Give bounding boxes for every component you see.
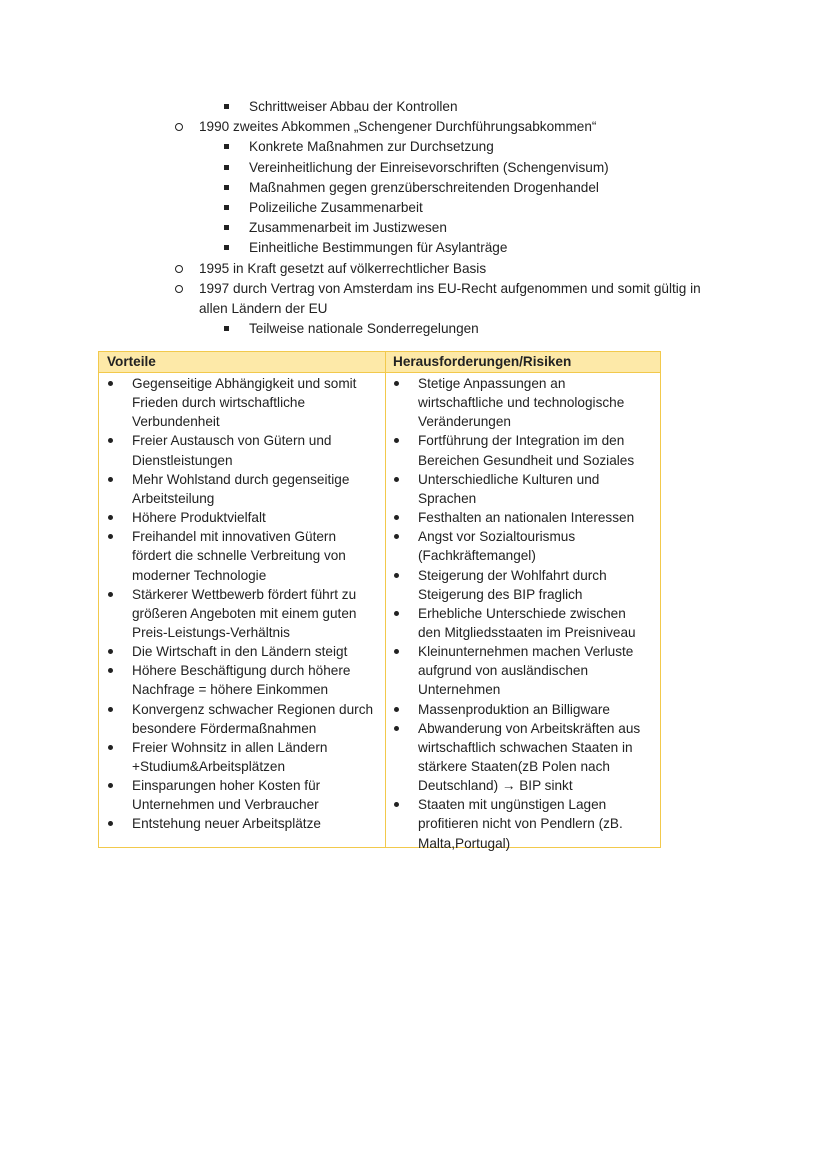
bullet-dot-icon — [394, 477, 399, 482]
bullet-dot-icon — [108, 477, 113, 482]
risiko-line: aufgrund von ausländischen — [418, 663, 589, 679]
bullet-dot-icon — [394, 573, 399, 578]
vorteil-line: Die Wirtschaft in den Ländern steigt — [132, 644, 348, 660]
square-bullet-icon — [224, 165, 229, 170]
risiko-line: Steigerung des BIP fraglich — [418, 586, 583, 602]
outline-item: Schrittweiser Abbau der Kontrollen — [249, 99, 458, 114]
bullet-dot-icon — [108, 515, 113, 520]
risiko-line: Abwanderung von Arbeitskräften aus — [418, 720, 641, 736]
circle-bullet-icon — [175, 123, 183, 131]
risiko-line: wirtschaftliche und technologische — [418, 395, 625, 411]
outline-item: Zusammenarbeit im Justizwesen — [249, 220, 447, 236]
square-bullet-icon — [224, 205, 229, 210]
bullet-dot-icon — [394, 381, 399, 386]
risiko-line: Unterschiedliche Kulturen und — [418, 471, 600, 487]
outline-item: Teilweise nationale Sonderregelungen — [249, 321, 479, 337]
outline-item: Einheitliche Bestimmungen für Asylanträge — [249, 240, 508, 256]
risiko-line: Unternehmen — [418, 682, 501, 698]
vorteil-line: Freier Austausch von Gütern und — [132, 433, 332, 449]
bullet-dot-icon — [108, 783, 113, 788]
risiko-line: Deutschland) → BIP sinkt — [418, 778, 573, 794]
vorteil-line: größeren Angeboten mit einem guten — [132, 605, 357, 621]
circle-bullet-icon — [175, 285, 183, 293]
vorteil-line: Höhere Beschäftigung durch höhere — [132, 663, 351, 679]
bullet-dot-icon — [108, 745, 113, 750]
outline-item: 1995 in Kraft gesetzt auf völkerrechtlicher Basis — [199, 260, 487, 276]
risiko-line: Bereichen Gesundheit und Soziales — [418, 452, 635, 468]
vorteil-line: Konvergenz schwacher Regionen durch — [132, 701, 374, 717]
risiko-line: Erhebliche Unterschiede zwischen — [418, 605, 626, 621]
risiko-line: Stetige Anpassungen an — [418, 376, 566, 391]
bullet-dot-icon — [394, 534, 399, 539]
circle-bullet-icon — [175, 265, 183, 273]
risiko-line: Staaten mit ungünstigen Lagen — [418, 797, 607, 813]
risiko-line: Fortführung der Integration im den — [418, 433, 625, 449]
outline-item: 1997 durch Vertrag von Amsterdam ins EU-Recht aufgenommen und somit gültig in — [199, 280, 701, 296]
risiko-line: stärkere Staaten(zB Polen nach — [418, 759, 610, 774]
risiko-line: Festhalten an nationalen Interessen — [418, 510, 635, 526]
header-vorteile: Vorteile — [107, 354, 156, 369]
square-bullet-icon — [224, 326, 229, 331]
square-bullet-icon — [224, 245, 229, 250]
risiko-line: Massenproduktion an Billigware — [418, 701, 610, 717]
outline-item: Vereinheitlichung der Einreisevorschriften (Schengenvisum) — [249, 159, 609, 175]
bullet-dot-icon — [108, 381, 113, 386]
bullet-dot-icon — [108, 707, 113, 712]
vorteil-line: Gegenseitige Abhängigkeit und somit — [132, 376, 357, 391]
outline-item: Konkrete Maßnahmen zur Durchsetzung — [249, 139, 494, 155]
risiko-line: profitieren nicht von Pendlern (zB. — [418, 816, 623, 832]
bullet-dot-icon — [108, 592, 113, 597]
outline-item-continuation: allen Ländern der EU — [199, 301, 328, 316]
vorteil-line: Unternehmen und Verbraucher — [132, 797, 319, 813]
vorteil-line: Arbeitsteilung — [132, 490, 215, 506]
risiko-line: wirtschaftlich schwachen Staaten in — [418, 739, 633, 755]
risiko-line: (Fachkräftemangel) — [418, 548, 536, 564]
bullet-dot-icon — [394, 438, 399, 443]
square-bullet-icon — [224, 144, 229, 149]
vorteil-line: Freier Wohnsitz in allen Ländern — [132, 739, 328, 755]
bullet-dot-icon — [108, 821, 113, 826]
square-bullet-icon — [224, 104, 229, 109]
bullet-dot-icon — [394, 515, 399, 520]
vorteil-line: Entstehung neuer Arbeitsplätze — [132, 816, 321, 832]
vorteil-line: Preis-Leistungs-Verhältnis — [132, 624, 290, 640]
risiko-line: Steigerung der Wohlfahrt durch — [418, 567, 607, 583]
risiko-line: Veränderungen — [418, 414, 511, 430]
vorteil-line: Mehr Wohlstand durch gegenseitige — [132, 471, 350, 487]
header-risiken: Herausforderungen/Risiken — [393, 354, 572, 369]
vorteil-line: moderner Technologie — [132, 567, 267, 583]
vorteil-line: Höhere Produktvielfalt — [132, 510, 266, 526]
bullet-dot-icon — [394, 802, 399, 807]
vorteil-line: +Studium&Arbeitsplätzen — [132, 759, 286, 774]
vorteil-line: Nachfrage = höhere Einkommen — [132, 682, 329, 698]
vorteil-line: Stärkerer Wettbewerb fördert führt zu — [132, 586, 357, 602]
outline-item: Polizeiliche Zusammenarbeit — [249, 200, 423, 215]
risiko-line: Malta,Portugal) — [418, 835, 511, 851]
bullet-dot-icon — [108, 649, 113, 654]
column-divider — [385, 352, 386, 847]
vorteil-line: besondere Fördermaßnahmen — [132, 720, 317, 736]
table-header-row — [99, 352, 660, 373]
bullet-dot-icon — [394, 726, 399, 731]
bullet-dot-icon — [394, 649, 399, 654]
vorteil-line: Einsparungen hoher Kosten für — [132, 778, 321, 794]
outline-item: Maßnahmen gegen grenzüberschreitenden Drogenhandel — [249, 179, 599, 195]
vorteil-line: Dienstleistungen — [132, 452, 233, 468]
bullet-dot-icon — [108, 534, 113, 539]
bullet-dot-icon — [108, 438, 113, 443]
vorteil-line: Freihandel mit innovativen Gütern — [132, 529, 337, 545]
vorteil-line: Frieden durch wirtschaftliche — [132, 395, 306, 411]
vorteil-line: Verbundenheit — [132, 414, 220, 430]
pros-cons-table — [98, 351, 661, 851]
risiko-line: Angst vor Sozialtourismus — [418, 529, 576, 545]
square-bullet-icon — [224, 185, 229, 190]
outline-item: 1990 zweites Abkommen „Schengener Durchführungsabkommen“ — [199, 119, 597, 135]
bullet-dot-icon — [394, 611, 399, 616]
vorteil-line: fördert die schnelle Verbreitung von — [132, 548, 346, 564]
risiko-line: Kleinunternehmen machen Verluste — [418, 644, 634, 660]
bullet-dot-icon — [394, 707, 399, 712]
risiko-line: Sprachen — [418, 490, 477, 506]
bullet-dot-icon — [108, 668, 113, 673]
risiko-line: den Mitgliedsstaaten im Preisniveau — [418, 624, 636, 640]
square-bullet-icon — [224, 225, 229, 230]
